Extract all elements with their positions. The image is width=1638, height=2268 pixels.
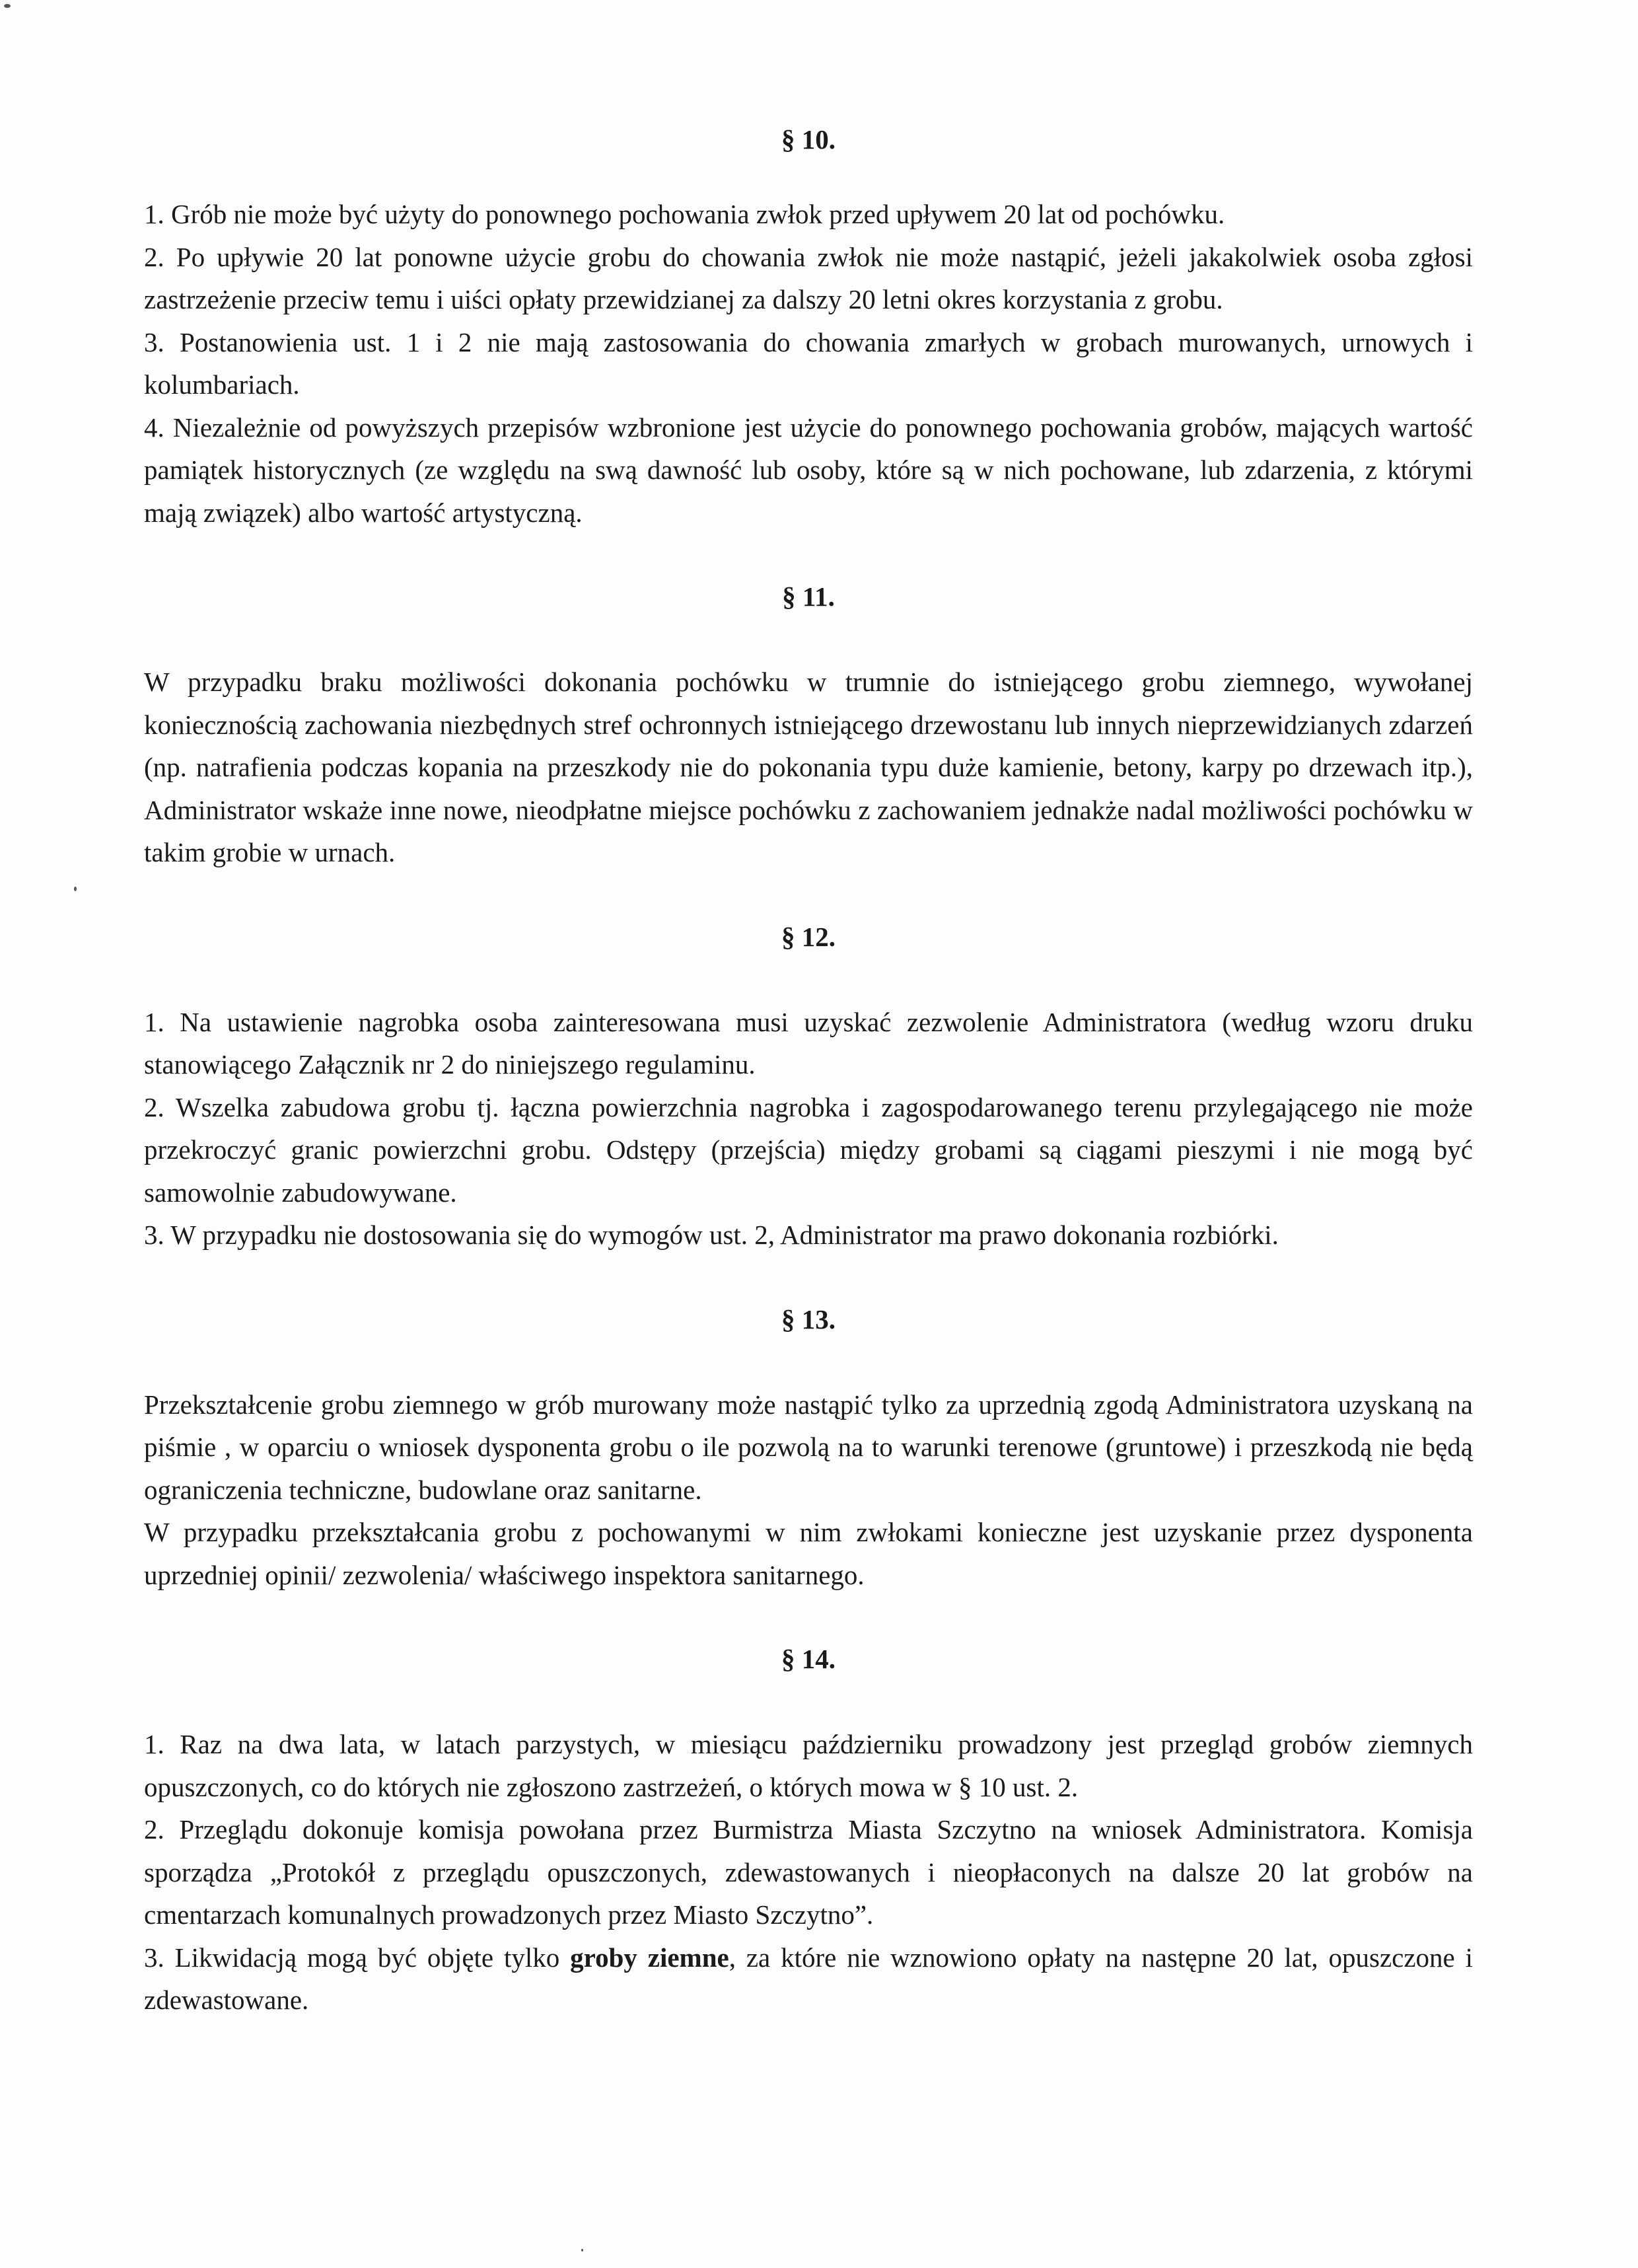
paragraph: 1. Raz na dwa lata, w latach parzystych, w miesiącu październiku prowadzony jest przegląd grobów ziemnych opuszczonych, co do których nie zgłoszono zastrzeżeń, o których mowa w § 10 ust. 2. <box>144 1729 1473 1802</box>
paragraph: 1. Na ustawienie nagrobka osoba zainteresowana musi uzyskać zezwolenie Administratora (według wzoru druku stanowiącego Załącznik nr 2 do niniejszego regulaminu. <box>144 1006 1473 1079</box>
paragraph: 2. Po upływie 20 lat ponowne użycie grobu do chowania zwłok nie może nastąpić, jeżeli jakakolwiek osoba zgłosi zastrzeżenie przeciw temu i uiści opłaty przewidzianej za dalszy 20 letni okres korzystania z grobu. <box>144 241 1473 314</box>
paragraph: 4. Niezależnie od powyższych przepisów wzbronione jest użycie do ponownego pochowania grobów, mających wartość pamiątek historycznych (ze względu na swą dawność lub osoby, które są w nich pochowane, lub zdarzenia, z którymi mają związek) albo wartość artystyczną. <box>144 412 1473 528</box>
paragraph: 2. Wszelka zabudowa grobu tj. łączna powierzchnia nagrobka i zagospodarowanego terenu przylegającego nie może przekroczyć granic powierzchni grobu. Odstępy (przejścia) między grobami są ciągami pieszymi i nie mogą być samowolnie zabudowywane. <box>144 1091 1473 1208</box>
paragraph: W przypadku braku możliwości dokonania pochówku w trumnie do istniejącego grobu ziemnego, wywołanej koniecznością zachowania niezbędnych stref ochronnych istniejącego drzewostanu lub innych nieprzewidzianych zdarzeń (np. natrafienia podczas kopania na przeszkody nie do pokonania typu duże kamienie, betony, karpy po drzewach itp.), Administrator wskaże inne nowe, nieodpłatne miejsce pochówku z zachowaniem jednakże nadal możliwości pochówku w takim grobie w urnach. <box>144 667 1473 867</box>
paragraph: 2. Przeglądu dokonuje komisja powołana przez Burmistrza Miasta Szczytno na wniosek Administratora. Komisja sporządza „Protokół z przeglądu opuszczonych, zdewastowanych i nieopłaconych na dalsze 20 lat grobów na cmentarzach komunalnych prowadzonych przez Miasto Szczytno”. <box>144 1814 1473 1930</box>
section-heading: § 10. <box>781 124 836 155</box>
scan-speck <box>581 2249 583 2251</box>
paragraph-text: 3. Likwidacją mogą być objęte tylko <box>144 1942 571 1973</box>
paragraph <box>144 1936 1473 2022</box>
scan-speck <box>4 4 11 8</box>
section-heading: § 12. <box>781 921 836 952</box>
paragraph: 3. Postanowienia ust. 1 i 2 nie mają zastosowania do chowania zmarłych w grobach murowanych, urnowych i kolumbariach. <box>144 326 1473 400</box>
section-heading: § 13. <box>781 1303 836 1335</box>
paragraph: 3. W przypadku nie dostosowania się do wymogów ust. 2, Administrator ma prawo dokonania rozbiórki. <box>144 1220 1279 1250</box>
bold-emphasis: groby ziemne <box>570 1942 729 1973</box>
paragraph: 1. Grób nie może być użyty do ponownego pochowania zwłok przed upływem 20 lat od pochówku. <box>144 199 1225 229</box>
scan-speck <box>74 887 77 891</box>
paragraph: Przekształcenie grobu ziemnego w grób murowany może nastąpić tylko za uprzednią zgodą Administratora uzyskaną na piśmie , w oparciu o wniosek dysponenta grobu o ile pozwolą na to warunki terenowe (gruntowe) i przeszkodą nie będą ograniczenia techniczne, budowlane oraz sanitarne. <box>144 1389 1473 1505</box>
paragraph: W przypadku przekształcania grobu z pochowanymi w nim zwłokami konieczne jest uzyskanie przez dysponenta uprzedniej opinii/ zezwolenia/ właściwego inspektora sanitarnego. <box>144 1517 1473 1590</box>
document-body <box>144 118 1473 2022</box>
paragraph-text: , za które nie wznowiono opłaty na następne 20 lat, opuszczone i zdewastowane. <box>144 1942 1474 2015</box>
section-heading: § 14. <box>781 1644 836 1674</box>
section-heading: § 11. <box>782 581 835 612</box>
